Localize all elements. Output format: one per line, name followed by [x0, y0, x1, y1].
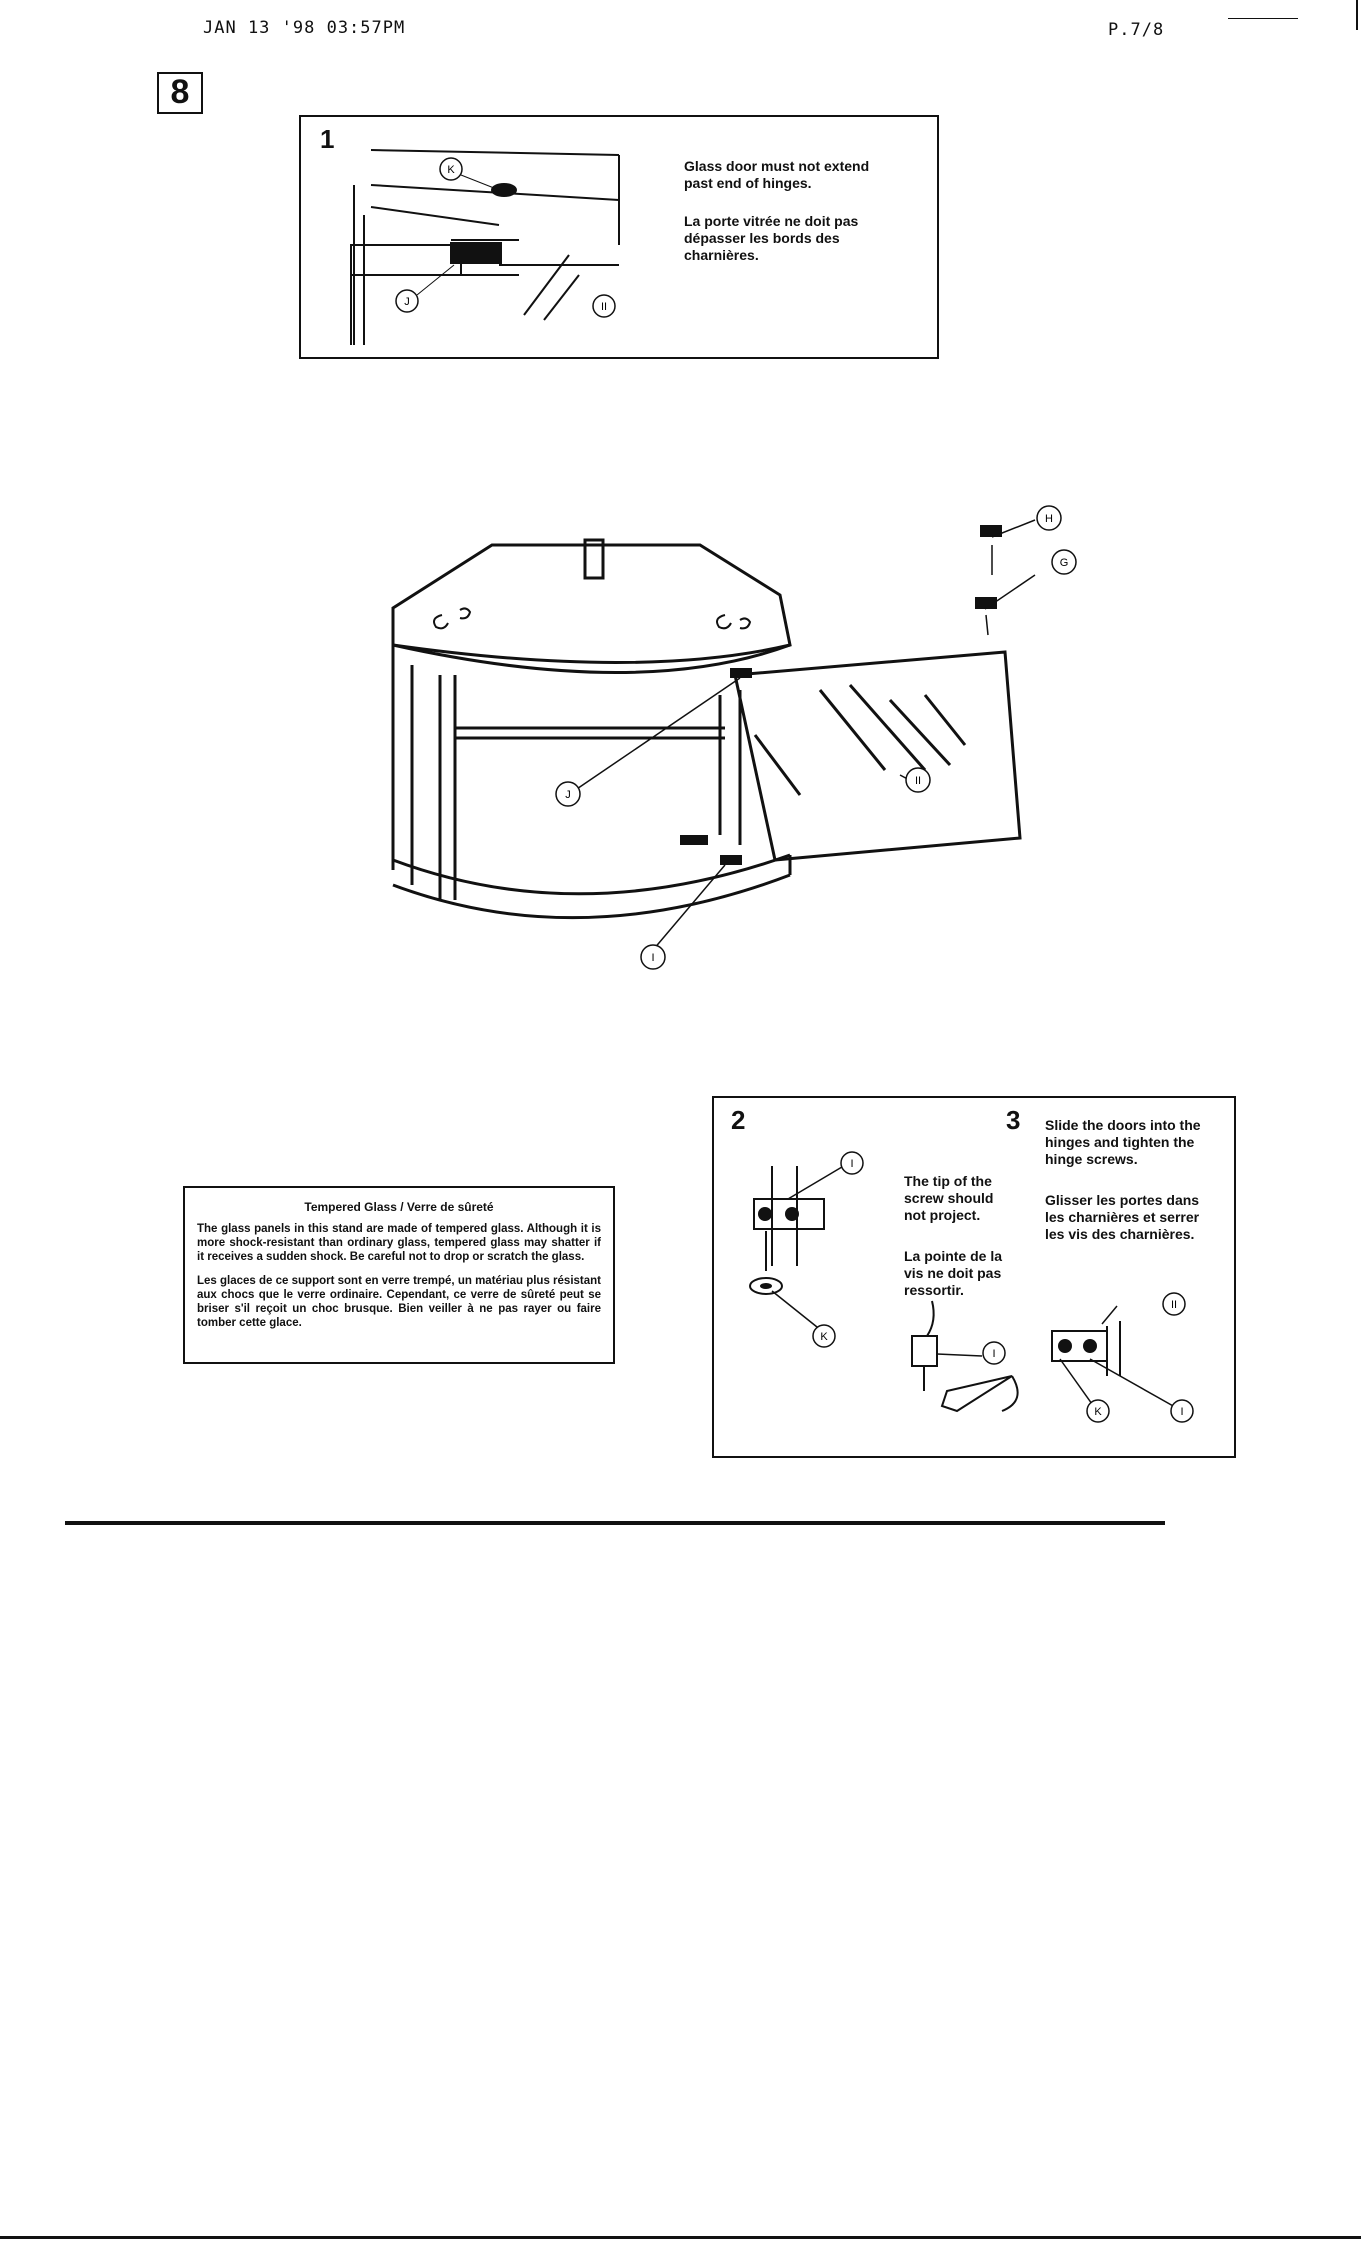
edge-mark: [1356, 0, 1358, 30]
callout-i-screw: I: [992, 1348, 996, 1360]
callout-h: H: [1045, 513, 1053, 525]
header-rule: [1228, 18, 1298, 19]
callout-k: K: [447, 164, 455, 176]
panel-1-note-en: Glass door must not extend past end of hinges.: [684, 158, 870, 191]
panel-2-3-illustration: [712, 1096, 1236, 1458]
panel-3-number: 3: [1006, 1105, 1021, 1135]
bottom-rule: [65, 1521, 1165, 1525]
panel-1-number: 1: [320, 124, 335, 154]
fax-page-number: P.7/8: [1108, 20, 1165, 40]
warning-text-fr: Les glaces de ce support sont en verre trempé, un matériau plus résistant aux chocs que le verre ordinaire. Cependant, ce verre de sûreté peut se briser s'il reçoit un choc brusque. Bien veiller à ne pas rayer ou faire tomber cette glace.: [197, 1275, 601, 1329]
callout-k-step3: K: [1094, 1406, 1102, 1418]
warning-title: Tempered Glass / Verre de sûreté: [298, 1200, 499, 1214]
callout-k-step2: K: [820, 1331, 828, 1343]
slide-doors-note-fr: Glisser les portes dans les charnières et serrer les vis des charnières.: [1045, 1192, 1200, 1242]
callout-j: J: [404, 296, 410, 308]
callout-i-step3: I: [1180, 1406, 1184, 1418]
callout-i-step2: I: [850, 1158, 854, 1170]
tv-stand-illustration: [380, 500, 1100, 980]
tempered-glass-warning: [183, 1186, 615, 1364]
callout-ii-step3: II: [1170, 1299, 1178, 1311]
callout-j-main: J: [565, 789, 571, 801]
callout-i-main: I: [651, 952, 655, 964]
page-bottom-edge: [0, 2236, 1361, 2239]
panel-2-number: 2: [731, 1105, 746, 1135]
step-number-box: 8: [157, 72, 203, 114]
screw-tip-note-en: The tip of the screw should not project.: [904, 1173, 994, 1223]
warning-text-en: The glass panels in this stand are made of tempered glass. Although it is more shock-resistant than ordinary glass, tempered glass may shatter if it receives a sudden shock. Be careful not to drop or scratch the glass.: [197, 1223, 601, 1263]
fax-timestamp: JAN 13 '98 03:57PM: [203, 18, 406, 38]
callout-g: G: [1059, 557, 1069, 569]
panel-1-hinge-illustration: [299, 115, 939, 360]
callout-ii: II: [600, 301, 608, 313]
slide-doors-note-en: Slide the doors into the hinges and tighten the hinge screws.: [1045, 1117, 1201, 1167]
panel-1-note-fr: La porte vitrée ne doit pas dépasser les bords des charnières.: [684, 213, 859, 263]
callout-ii-main: II: [914, 775, 922, 787]
screw-tip-note-fr: La pointe de la vis ne doit pas ressortir.: [904, 1248, 1003, 1298]
